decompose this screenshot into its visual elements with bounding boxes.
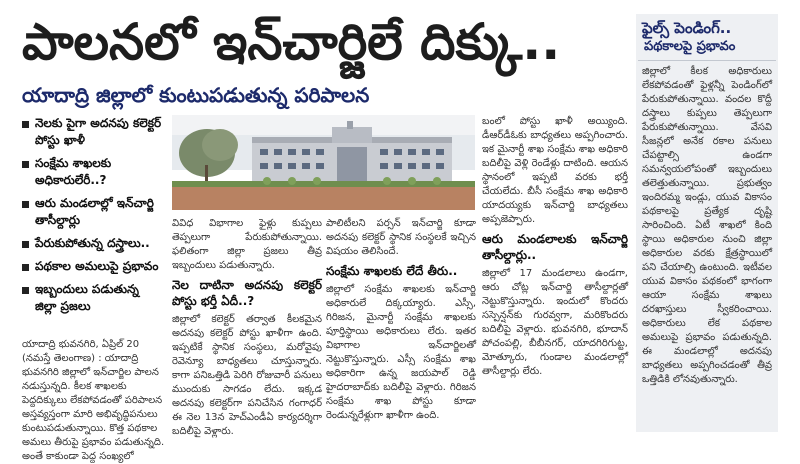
subheadline: యాదాద్రి జిల్లాలో కుంటుపడుతున్న పరిపాలన: [22, 83, 370, 107]
article-dateline-text: యాదాద్రి భువనగిరి, ఏప్రిల్ 20 (నమస్తే తెలంగాణ) : యాదాద్రి భువనగిరి జిల్లాలో ఇన్‌చార్జిల పాలన నడుస్తున్నది. కీలక శాఖలకు పెద్దదిక్కులు లేకపోవడంతో పరిపాలన అస్తవ్యస్తంగా మారి అభివృద్ధిపనులు కుంటుపడుతున్నాయి. కొత్త పథకాల అమలు తీరుపై ప్రభావం పడుతున్నది. అంతే కాకుండా పెద్ద సంఖ్యలో: [22, 339, 165, 462]
column-subheading: ఆరు మండలాలకు ఇన్‌చార్జి తాసీల్దార్లు..: [482, 232, 628, 262]
bullet-item: [22, 258, 162, 275]
bullet-square-icon: [22, 264, 29, 271]
bullet-item: [22, 281, 162, 315]
column-subheading: నెల దాటినా అదనపు కలెక్టర్ పోస్టు భర్తీ ఏదీ..?: [172, 278, 322, 308]
collectorate-building-photo: [172, 115, 475, 210]
bullet-square-icon: [22, 161, 29, 168]
bullet-item: [22, 115, 162, 149]
bullet-text: ఇబ్బందులు పడుతున్న జిల్లా ప్రజలు: [35, 282, 139, 313]
bullet-square-icon: [22, 201, 29, 208]
column-text: వివిధ విభాగాల ఫైళ్లు కుప్పలు తెప్పలుగా పేరుకుపోతున్నాయి. ఫలితంగా జిల్లా ప్రజలు తీవ్ర ఇబ్బందులు పడుతున్నారు.: [172, 218, 322, 271]
sidebar-subtitle: పథకాలపై ప్రభావం: [638, 38, 776, 61]
sidebar-title: ఫైల్స్ పెండింగ్..: [642, 19, 732, 37]
column-text: పాలిటీలని పర్సన్ ఇన్‌చార్జి కూడా అదనపు కలెక్టర్ స్థానిక సంస్థలకే ఇచ్చిన విషయం తెలిసిందే.: [326, 218, 476, 257]
article-column-3: [482, 115, 628, 437]
sidebar-box: [636, 14, 778, 432]
bullet-square-icon: [22, 241, 29, 248]
bullet-square-icon: [22, 121, 29, 128]
article-column-2: [326, 217, 476, 437]
bullet-item: [22, 195, 162, 229]
bullet-square-icon: [22, 287, 29, 294]
column-text: జిల్లాలో కలెక్టర్ తర్వాత కీలకమైన అదనపు కలెక్టర్ పోస్టు ఖాళీగా ఉంది. ఇప్పటికే స్థానిక సంస్థలు, మరోవైపు రెవెన్యూ బాధ్యతలు చూస్తున్నారు. కాగా పనిఒత్తిడి పెరిగి రోజువారీ పనులు ముందుకు సాగడం లేదు. ఇక్కడ అదనపు కలెక్టర్‌గా పనిచేసిన గంగాధర్ ఈ నెల 13న హెచ్‌ఎండీఏ కార్యదర్శిగా బదిలీపై వెళ్లారు.: [172, 314, 322, 437]
building-illustration: [172, 115, 475, 210]
headline: పాలనలో ఇన్‌చార్జిలే దిక్కు..: [22, 13, 561, 71]
column-text: బంలో పోస్టు ఖాళీ అయ్యింది. డీఆర్‌డీఓకు బాధ్యతలు అప్పగించారు. ఇక మైనార్టీ శాఖ సంక్షేమ శాఖ అధికారి బదిలీపై వెళ్లి రెండేళ్లు దాటింది. ఆయన స్థానంలో ఇప్పటి వరకు భర్తీ చేయలేదు. బీసీ సంక్షేమ శాఖ అధికారి యాదయ్యకు ఇన్‌చార్జి బాధ్యతలు అప్పజెప్పారు.: [482, 116, 628, 225]
bullet-item: [22, 155, 162, 189]
sidebar-body: జిల్లాలో కీలక అధికారులు లేకపోవడంతో ఫైళ్లన్నీ పెండింగ్‌లో పేరుకుపోతున్నాయి. వందల కొద్దీ దస్త్రాలు కుప్పలు తెప్పలుగా పేరుకుపోతున్నాయి. వేసవి సీజన్లలో అనేక రకాల పనులు చేపట్టాల్సి ఉండగా సమన్వయలోపంతో ఇబ్బందులు తలెత్తుతున్నాయి. ప్రభుత్వం ఇందిరమ్మ ఇండ్లు, యువ వికాసం పథకాలపై ప్రత్యేక దృష్టి సారించింది. ఏటీ శాఖలో కింది స్థాయి అధికారుల నుంచి జిల్లా అధికారుల వరకు క్షేత్రస్థాయిలో పని చేయాల్సి ఉంటుంది. ఇటీవల యువ వికాసం పథకంలో భాగంగా ఆయా సంక్షేమ శాఖలు దరఖాస్తులు స్వీకరించాయి. అధికారులు లేక పథకాల అమలుపై ప్రభావం పడుతున్నది. ఈ మండలాల్లో అదనపు బాధ్యతలు అప్పగించడంతో తీవ్ర ఒత్తిడికి లోనవుతున్నారు.: [642, 66, 772, 385]
article-column-1: [172, 217, 322, 437]
bullet-text: పథకాల అమలుపై ప్రభావం: [35, 259, 159, 273]
bullet-text: నెలకు పైగా అదనపు కలెక్టర్ పోస్టు ఖాళీ: [35, 116, 162, 147]
column-subheading: సంక్షేమ శాఖలకు లేదే తీరు..: [326, 264, 458, 278]
bullet-text: పేరుకుపోతున్న దస్త్రాలు..: [35, 236, 150, 250]
column-text: జిల్లాలో సంక్షేమ శాఖలకు ఇన్‌చార్జి అధికారులే దిక్కయ్యారు. ఎస్సీ, గిరిజన, మైనార్టీ సంక్షేమ శాఖలకు పూర్తిస్థాయి అధికారులు లేరు. ఇతర విభాగాల ఇన్‌చార్జిలతో నెట్టుకొస్తున్నారు. ఎస్సీ సంక్షేమ శాఖ అధికారిగా ఉన్న జయపాల్ రెడ్డి హైదరాబాద్‌కు బదిలీపై వెళ్లారు. గిరిజన సంక్షేమ శాఖ పోస్టు కూడా రెండున్నరేళ్లుగా ఖాళీగా ఉంది.: [326, 284, 476, 421]
bullet-text: ఆరు మండలాల్లో ఇన్‌చార్జి తాసీల్దార్లు: [35, 196, 154, 227]
bullet-item: [22, 235, 162, 252]
bullet-text: సంక్షేమ శాఖలకు అధికారులేరీ..?: [35, 156, 112, 187]
column-text: జిల్లాలో 17 మండలాలు ఉండగా, ఆరు చోట్ల ఇన్‌చార్జి తాసీల్దార్లతో నెట్టుకొస్తున్నారు. ఇందులో కొందరు సస్పెన్షన్‌కు గురవ్వగా, మరికొందరు బదిలీపై వెళ్లారు. భువనగిరి, భూదాన్ పోచంపల్లి, బీబీనగర్, యాదగిరిగుట్ట, మోత్కూరు, గుండాల మండలాల్లో తాసీల్దార్లు లేరు.: [482, 268, 628, 377]
